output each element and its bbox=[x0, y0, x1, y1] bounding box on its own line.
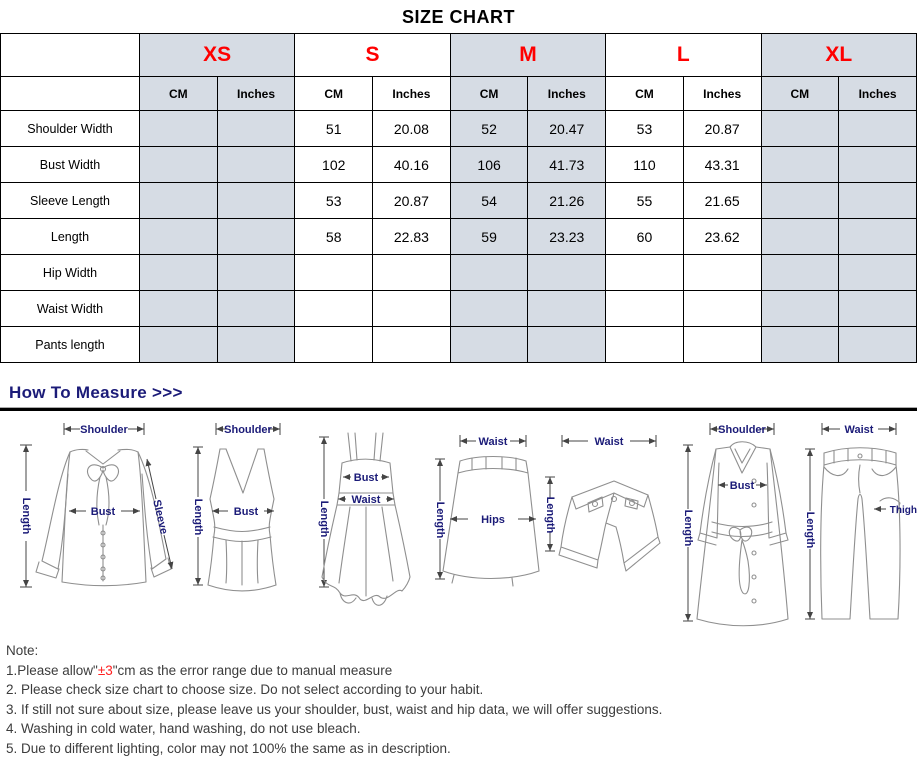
measure-label-length: Length bbox=[20, 497, 32, 535]
cell: 53 bbox=[606, 111, 684, 147]
cell: 106 bbox=[450, 147, 528, 183]
measure-label-bust: Bust bbox=[90, 506, 116, 518]
cell bbox=[528, 327, 606, 363]
cell bbox=[450, 327, 528, 363]
cell bbox=[295, 327, 373, 363]
size-header-m: M bbox=[450, 34, 605, 77]
measure-label-length: Length bbox=[192, 498, 204, 536]
cell bbox=[683, 291, 761, 327]
cell bbox=[761, 147, 839, 183]
cell bbox=[761, 219, 839, 255]
sketch-skirt bbox=[426, 429, 541, 614]
sketch-blouse bbox=[6, 419, 191, 617]
unit-cm: CM bbox=[450, 77, 528, 111]
row-label: Shoulder Width bbox=[1, 111, 140, 147]
sketch-tank-top bbox=[186, 419, 298, 617]
cell: 60 bbox=[606, 219, 684, 255]
page-title: SIZE CHART bbox=[402, 7, 515, 27]
cell bbox=[839, 183, 917, 219]
cell: 43.31 bbox=[683, 147, 761, 183]
measure-label-length: Length bbox=[804, 511, 816, 549]
cell: 110 bbox=[606, 147, 684, 183]
cell bbox=[839, 111, 917, 147]
size-header-row bbox=[1, 34, 917, 77]
cell: 53 bbox=[295, 183, 373, 219]
cell bbox=[450, 255, 528, 291]
cell: 59 bbox=[450, 219, 528, 255]
notes-heading: Note: bbox=[6, 643, 39, 658]
cell bbox=[450, 291, 528, 327]
cell: 58 bbox=[295, 219, 373, 255]
cell bbox=[217, 327, 295, 363]
divider-rule bbox=[0, 407, 917, 411]
unit-cm: CM bbox=[761, 77, 839, 111]
cell bbox=[839, 255, 917, 291]
cell bbox=[217, 111, 295, 147]
unit-inches: Inches bbox=[683, 77, 761, 111]
cell bbox=[761, 291, 839, 327]
measure-label-length: Length bbox=[434, 501, 446, 539]
cell: 23.23 bbox=[528, 219, 606, 255]
measure-label-waist: Waist bbox=[844, 424, 874, 436]
cell bbox=[528, 291, 606, 327]
cell bbox=[839, 327, 917, 363]
cell bbox=[606, 255, 684, 291]
measure-label-length: Length bbox=[318, 500, 330, 538]
note-item: 5. Due to different lighting, color may not 100% the same as in description. bbox=[6, 740, 451, 756]
cell: 52 bbox=[450, 111, 528, 147]
row-label: Length bbox=[1, 219, 140, 255]
cell bbox=[528, 255, 606, 291]
cell bbox=[839, 219, 917, 255]
cell bbox=[217, 147, 295, 183]
cell bbox=[295, 291, 373, 327]
cell: 51 bbox=[295, 111, 373, 147]
unit-cm: CM bbox=[140, 77, 218, 111]
measure-label-bust: Bust bbox=[729, 480, 755, 492]
cell bbox=[683, 255, 761, 291]
sketch-dress bbox=[312, 419, 420, 617]
cell bbox=[373, 291, 451, 327]
cell bbox=[140, 327, 218, 363]
note-highlight: ±3 bbox=[97, 662, 113, 678]
note-text: 1.Please allow" bbox=[6, 662, 98, 678]
measure-label-waist: Waist bbox=[351, 494, 381, 506]
note-item: 4. Washing in cold water, hand washing, do not use bleach. bbox=[6, 721, 361, 736]
cell bbox=[140, 219, 218, 255]
row-label: Pants length bbox=[1, 327, 140, 363]
measure-label-waist: Waist bbox=[594, 436, 624, 448]
cell: 20.87 bbox=[373, 183, 451, 219]
unit-inches: Inches bbox=[217, 77, 295, 111]
row-label: Sleeve Length bbox=[1, 183, 140, 219]
cell: 21.26 bbox=[528, 183, 606, 219]
measure-label-shoulder: Shoulder bbox=[224, 424, 272, 436]
sketch-coat bbox=[672, 419, 794, 631]
cell: 40.16 bbox=[373, 147, 451, 183]
cell bbox=[217, 255, 295, 291]
cell bbox=[761, 327, 839, 363]
cell bbox=[761, 255, 839, 291]
row-label: Hip Width bbox=[1, 255, 140, 291]
measure-label-thigh: Thigh bbox=[889, 505, 917, 516]
table-row bbox=[1, 147, 917, 183]
cell: 23.62 bbox=[683, 219, 761, 255]
cell bbox=[683, 327, 761, 363]
sketch-jeans bbox=[794, 419, 917, 631]
cell: 20.87 bbox=[683, 111, 761, 147]
measure-label-hips: Hips bbox=[481, 514, 505, 526]
size-table bbox=[0, 33, 917, 363]
measure-label-length: Length bbox=[682, 509, 694, 547]
cell bbox=[761, 183, 839, 219]
cell bbox=[140, 111, 218, 147]
measure-label-sleeve: Sleeve bbox=[150, 498, 170, 536]
measure-illustrations bbox=[0, 419, 917, 633]
cell bbox=[839, 147, 917, 183]
how-to-measure-heading: How To Measure >>> bbox=[9, 383, 183, 402]
table-row bbox=[1, 327, 917, 363]
table-row bbox=[1, 291, 917, 327]
cell bbox=[295, 255, 373, 291]
cell bbox=[761, 111, 839, 147]
note-item: 3. If still not sure about size, please leave us your shoulder, bust, waist and hip data, we will offer suggestions. bbox=[6, 701, 663, 717]
cell: 21.65 bbox=[683, 183, 761, 219]
notes-section bbox=[0, 633, 917, 768]
corner-cell bbox=[1, 77, 140, 111]
measure-label-shoulder: Shoulder bbox=[80, 424, 128, 436]
unit-cm: CM bbox=[606, 77, 684, 111]
measure-label-bust: Bust bbox=[233, 506, 259, 518]
table-row bbox=[1, 111, 917, 147]
cell bbox=[373, 327, 451, 363]
unit-inches: Inches bbox=[839, 77, 917, 111]
sketch-shorts bbox=[536, 419, 664, 617]
cell bbox=[140, 147, 218, 183]
unit-inches: Inches bbox=[373, 77, 451, 111]
size-header-xl: XL bbox=[761, 34, 917, 77]
unit-header-row bbox=[1, 77, 917, 111]
cell bbox=[606, 291, 684, 327]
table-row bbox=[1, 183, 917, 219]
note-item bbox=[6, 661, 917, 681]
cell: 20.08 bbox=[373, 111, 451, 147]
note-text: "cm as the error range due to manual measure bbox=[112, 662, 393, 678]
unit-inches: Inches bbox=[528, 77, 606, 111]
note-item: 2. Please check size chart to choose size. Do not select according to your habit. bbox=[6, 682, 484, 697]
measure-label-waist: Waist bbox=[478, 436, 508, 448]
measure-label-length: Length bbox=[544, 496, 556, 534]
cell bbox=[839, 291, 917, 327]
measure-label-shoulder: Shoulder bbox=[718, 424, 766, 436]
size-header-s: S bbox=[295, 34, 450, 77]
row-label: Waist Width bbox=[1, 291, 140, 327]
cell: 41.73 bbox=[528, 147, 606, 183]
cell bbox=[140, 183, 218, 219]
corner-cell bbox=[1, 34, 140, 77]
cell bbox=[217, 183, 295, 219]
cell: 22.83 bbox=[373, 219, 451, 255]
cell bbox=[140, 291, 218, 327]
row-label: Bust Width bbox=[1, 147, 140, 183]
size-header-xs: XS bbox=[140, 34, 295, 77]
cell: 20.47 bbox=[528, 111, 606, 147]
cell bbox=[140, 255, 218, 291]
cell bbox=[373, 255, 451, 291]
cell bbox=[217, 291, 295, 327]
unit-cm: CM bbox=[295, 77, 373, 111]
table-row bbox=[1, 219, 917, 255]
table-row bbox=[1, 255, 917, 291]
cell: 102 bbox=[295, 147, 373, 183]
size-header-l: L bbox=[606, 34, 761, 77]
measure-label-bust: Bust bbox=[353, 472, 379, 484]
cell bbox=[606, 327, 684, 363]
cell: 55 bbox=[606, 183, 684, 219]
cell bbox=[217, 219, 295, 255]
cell: 54 bbox=[450, 183, 528, 219]
